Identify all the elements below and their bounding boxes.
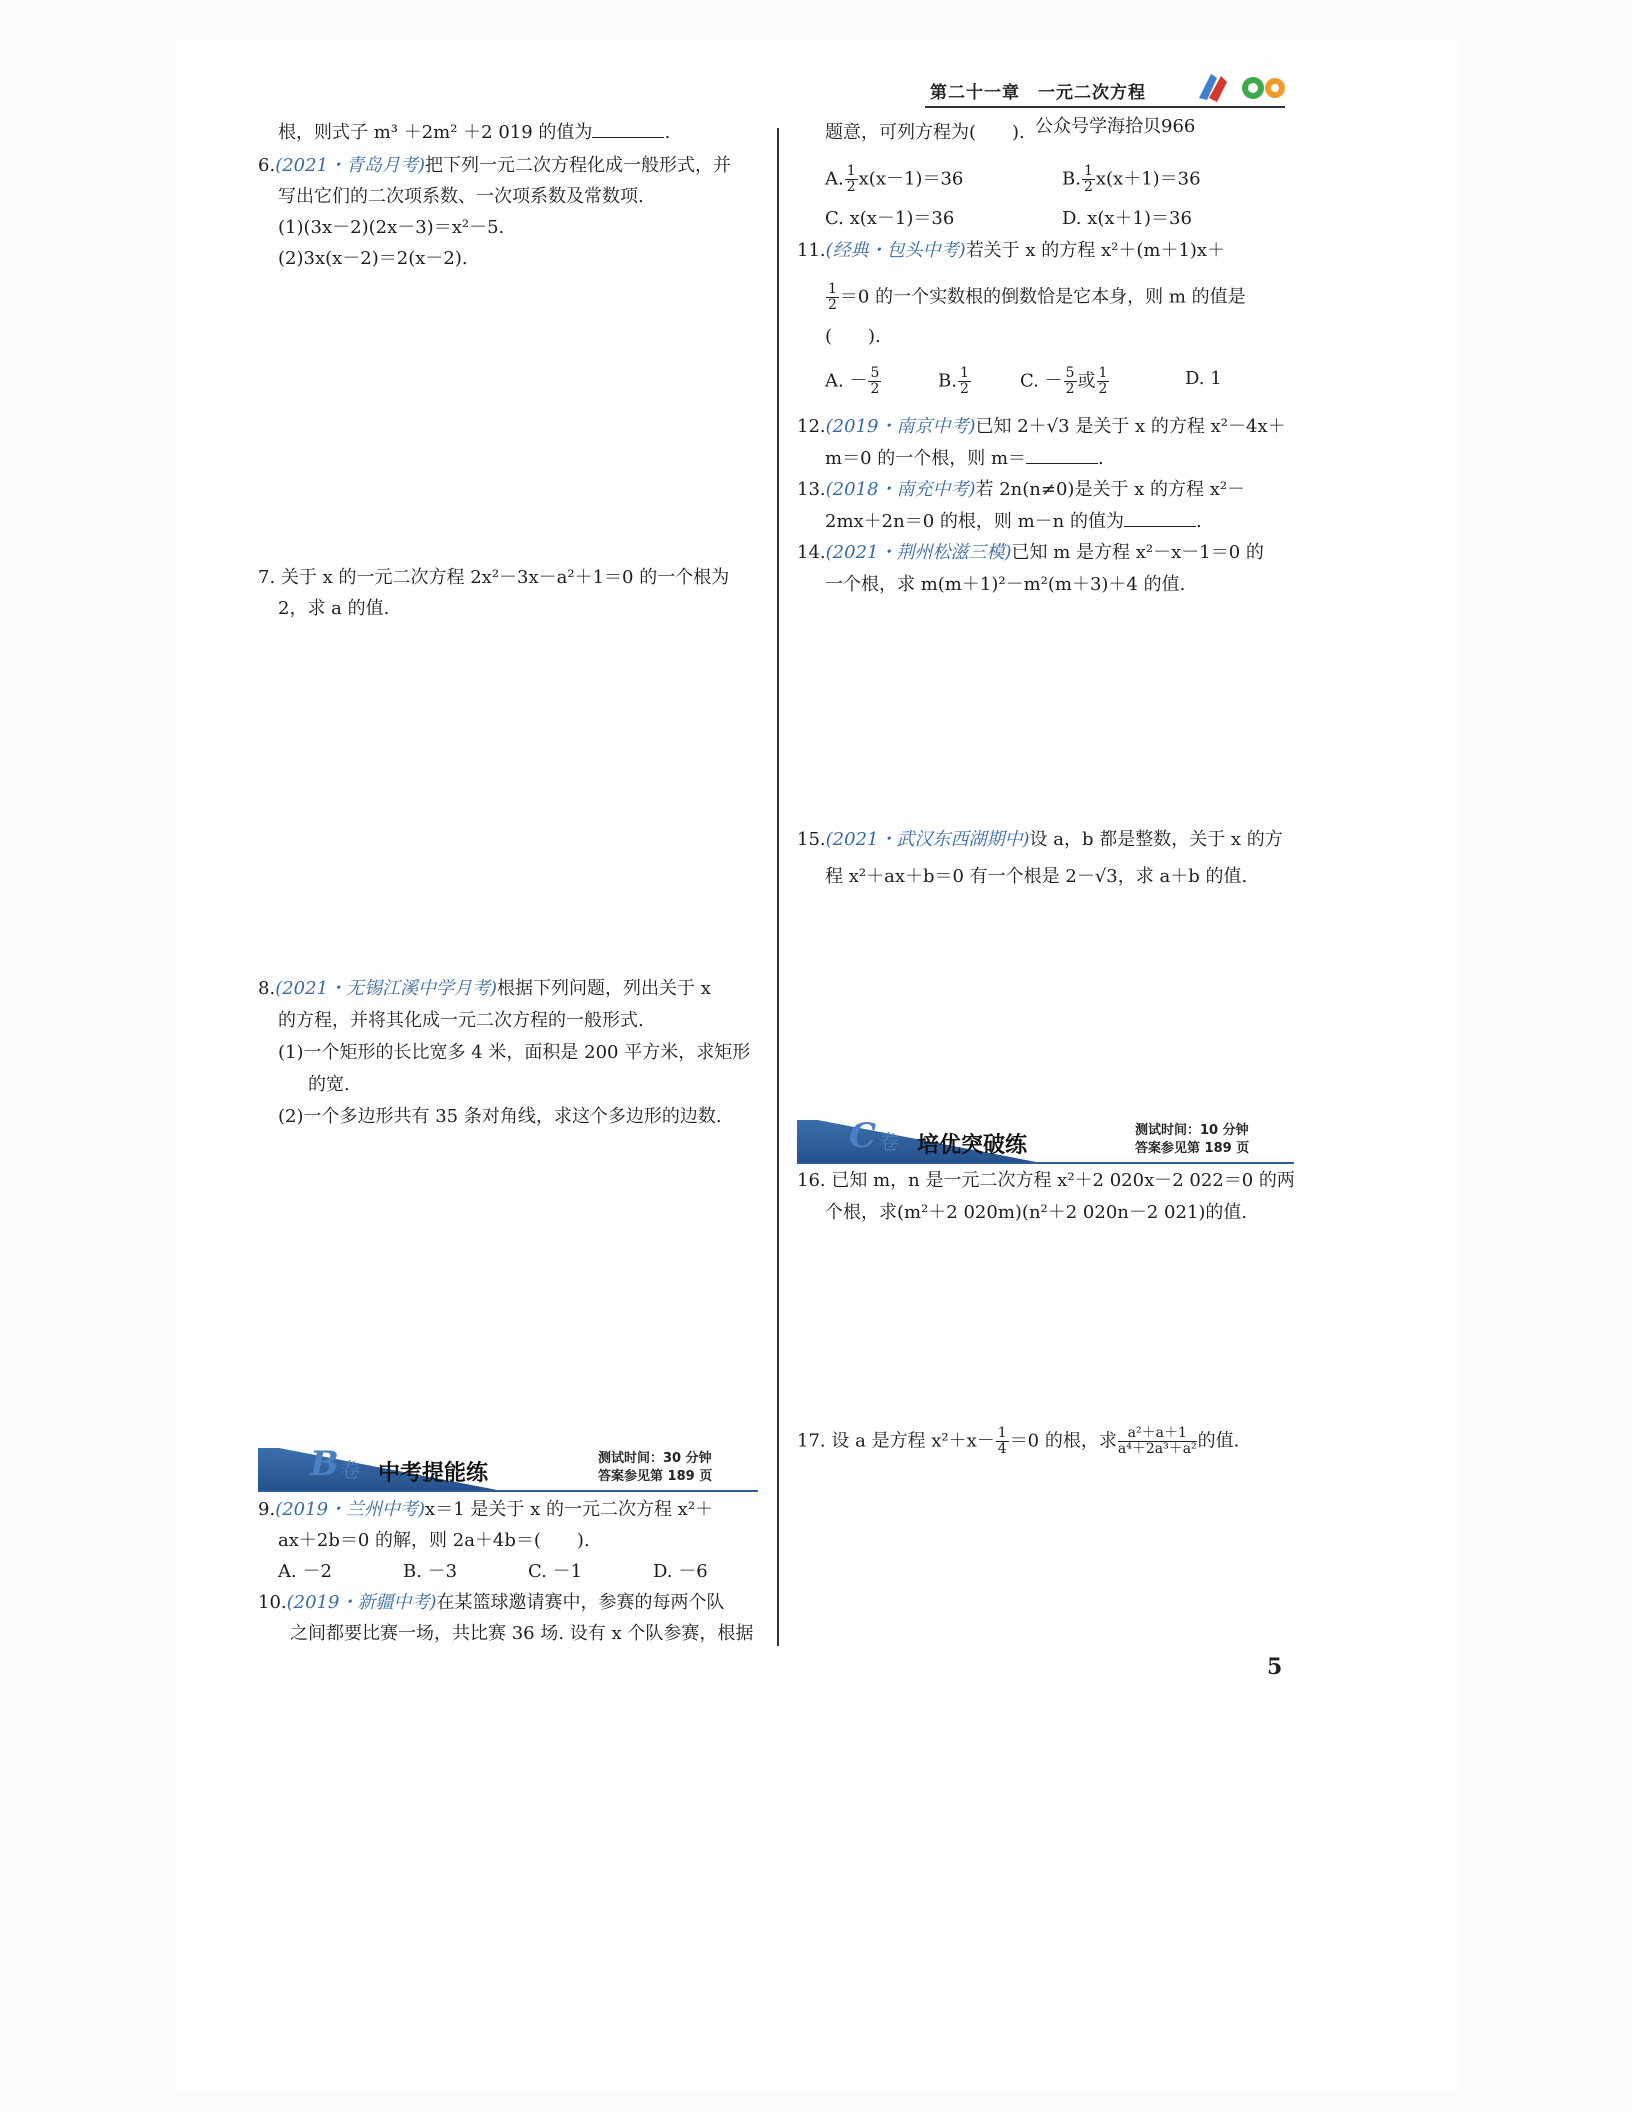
q7-line2: 2，求 a 的值. <box>278 598 390 619</box>
watermark: 公众号学海拾贝966 <box>1035 116 1196 137</box>
banner-c-time: 测试时间：10 分钟 <box>1135 1123 1249 1138</box>
q11-optD: D. 1 <box>1185 368 1222 389</box>
q10-optB: B. $\frac{1}{2}$ x(x＋1)＝36 <box>1062 163 1201 195</box>
banner-b-title: 中考提能练 <box>378 1461 489 1486</box>
q10-optC: C. x(x－1)＝36 <box>825 208 955 229</box>
q11-line2: $\frac{1}{2}$ ＝0 的一个实数根的倒数恰是它本身，则 m 的值是 <box>828 281 1246 313</box>
series-logo <box>1195 68 1287 108</box>
q8-part1a: (1)一个矩形的长比宽多 4 米，面积是 200 平方米，求矩形 <box>278 1042 751 1063</box>
q5-tail: 根，则式子 m³ ＋2m² ＋2 019 的值为 . <box>278 122 671 143</box>
banner-b-meta <box>598 1450 712 1486</box>
q16-line2: 个根，求(m²＋2 020m)(n²＋2 020n－2 021)的值. <box>825 1202 1248 1223</box>
banner-c-letter: C <box>849 1116 877 1156</box>
half-frac: $\frac{1}{2}$ <box>959 365 969 397</box>
half-frac: $\frac{1}{2}$ <box>846 163 856 195</box>
q8-part1b: 的宽. <box>308 1074 350 1095</box>
q6-part1: (1)(3x－2)(2x－3)＝x²－5. <box>278 217 505 238</box>
q9-optD: D. －6 <box>653 1561 708 1582</box>
q10-optA: A. $\frac{1}{2}$ x(x－1)＝36 <box>825 163 964 195</box>
q9-optA: A. －2 <box>278 1561 332 1582</box>
q8-line1: 8.(2021・无锡江溪中学月考)根据下列问题，列出关于 x <box>258 978 711 999</box>
banner-c-underline <box>797 1162 1294 1164</box>
q6-part2: (2)3x(x－2)＝2(x－2). <box>278 248 468 269</box>
quarter-frac: $\frac{1}{4}$ <box>997 1425 1007 1457</box>
page-number: 5 <box>1267 1654 1283 1680</box>
section-banner-b <box>258 1444 758 1490</box>
half-frac: $\frac{1}{2}$ <box>828 281 837 313</box>
q16-line1: 16. 已知 m，n 是一元二次方程 x²＋2 020x－2 022＝0 的两 <box>797 1170 1295 1191</box>
q7-line1: 7. 关于 x 的一元二次方程 2x²－3x－a²＋1＝0 的一个根为 <box>258 567 730 588</box>
banner-b-answer: 答案参见第 189 页 <box>598 1469 713 1484</box>
header-rule <box>925 106 1285 108</box>
q10-line1: 10.(2019・新疆中考)在某篮球邀请赛中，参赛的每两个队 <box>258 1592 725 1613</box>
q15-line2: 程 x²＋ax＋b＝0 有一个根是 2－√3，求 a＋b 的值. <box>825 866 1248 887</box>
q6-line1: 6.(2021・青岛月考)把下列一元二次方程化成一般形式，并 <box>258 155 732 176</box>
half-frac: $\frac{1}{2}$ <box>1083 163 1093 195</box>
banner-b-underline <box>258 1490 758 1492</box>
q9-optB: B. －3 <box>403 1561 458 1582</box>
q13-line2: 2mx＋2n＝0 的根，则 m－n 的值为 . <box>825 511 1202 532</box>
q11-optC: C. － $\frac{5}{2}$ 或 $\frac{1}{2}$ <box>1020 365 1108 397</box>
banner-c-meta <box>1135 1122 1249 1158</box>
q11-line3: ( ). <box>825 326 881 347</box>
banner-b-letter: B <box>310 1444 339 1484</box>
banner-c-title: 培优突破练 <box>917 1133 1028 1158</box>
q8-part2: (2)一个多边形共有 35 条对角线，求这个多边形的边数. <box>278 1106 722 1127</box>
q17-expression-frac: $\frac{\text{a²＋a＋1}}{\text{a⁴＋2a³＋a²}}$ <box>1117 1425 1197 1457</box>
half-frac: $\frac{1}{2}$ <box>1098 365 1108 397</box>
q12-line2: m＝0 的一个根，则 m＝ . <box>825 448 1104 469</box>
section-banner-c <box>797 1116 1294 1162</box>
q10-line2: 之间都要比赛一场，共比赛 36 场. 设有 x 个队参赛，根据 <box>290 1623 754 1644</box>
q10-tail: 题意，可列方程为( ). <box>825 122 1025 143</box>
q6-line2: 写出它们的二次项系数、一次项系数及常数项. <box>278 186 644 207</box>
q9-optC: C. －1 <box>528 1561 583 1582</box>
banner-b-time: 测试时间：30 分钟 <box>598 1451 712 1466</box>
five-halves-frac: $\frac{5}{2}$ <box>1065 365 1075 397</box>
q12-line1: 12.(2019・南京中考)已知 2＋√3 是关于 x 的方程 x²－4x＋ <box>797 416 1286 437</box>
q10-optD: D. x(x＋1)＝36 <box>1062 208 1192 229</box>
q11-line1: 11.(经典・包头中考)若关于 x 的方程 x²＋(m＋1)x＋ <box>797 240 1226 261</box>
q9-line2: ax＋2b＝0 的解，则 2a＋4b＝( ). <box>278 1530 590 1551</box>
q15-line1: 15.(2021・武汉东西湖期中)设 a，b 都是整数，关于 x 的方 <box>797 829 1283 850</box>
q8-line2: 的方程，并将其化成一元二次方程的一般形式. <box>278 1010 644 1031</box>
banner-b-juan: 卷 <box>340 1458 360 1482</box>
q17: 17. 设 a 是方程 x²＋x－ $\frac{1}{4}$ ＝0 的根，求 $\frac{\text{a²＋a＋1}}{\text{a⁴＋2a³＋a²}}$ 的值. <box>797 1425 1240 1457</box>
banner-c-juan: 卷 <box>879 1130 899 1154</box>
q14-line2: 一个根，求 m(m＋1)²－m²(m＋3)＋4 的值. <box>825 574 1186 595</box>
q14-line1: 14.(2021・荆州松滋三模)已知 m 是方程 x²－x－1＝0 的 <box>797 542 1264 563</box>
q9-line1: 9.(2019・兰州中考)x＝1 是关于 x 的一元二次方程 x²＋ <box>258 1499 714 1520</box>
chapter-header: 第二十一章 一元二次方程 <box>930 83 1146 103</box>
column-divider <box>777 128 779 1646</box>
q13-line1: 13.(2018・南充中考)若 2n(n≠0)是关于 x 的方程 x²－ <box>797 479 1246 500</box>
q11-optB: B. $\frac{1}{2}$ <box>938 365 969 397</box>
q11-optA: A. － $\frac{5}{2}$ <box>825 365 880 397</box>
five-halves-frac: $\frac{5}{2}$ <box>870 365 880 397</box>
banner-c-answer: 答案参见第 189 页 <box>1135 1141 1250 1156</box>
